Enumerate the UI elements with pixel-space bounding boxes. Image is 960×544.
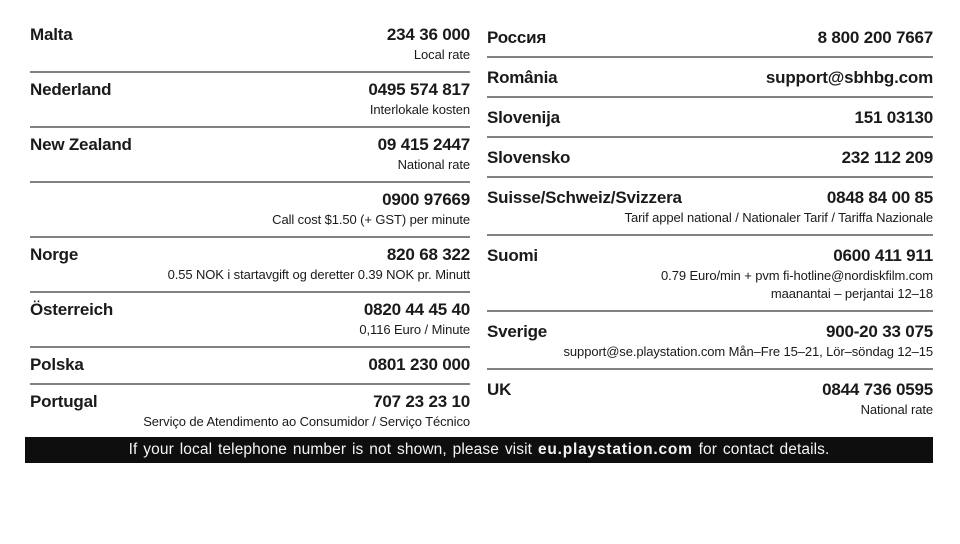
contact-entry (30, 346, 470, 383)
contact-column-left (30, 18, 470, 438)
country-name: Slovensko (487, 148, 571, 167)
contact-entry-head (30, 190, 470, 210)
contact-entry-head (30, 25, 470, 45)
country-name: România (487, 68, 558, 87)
contact-entry-head (30, 245, 470, 265)
footer-text-post: for contact details. (692, 441, 830, 458)
contact-number: support@sbhbg.com (765, 68, 933, 87)
rate-note: Interlokale kosten (369, 102, 470, 117)
contact-number: 0848 84 00 85 (826, 188, 933, 207)
contact-column-right (487, 18, 933, 426)
footer-text-pre: If your local telephone number is not shown, please visit (128, 441, 538, 458)
rate-note: support@se.playstation.com Mån–Fre 15–21, Lör–söndag 12–15 (563, 344, 933, 359)
contact-entry-head (487, 28, 933, 48)
country-name: Malta (30, 25, 73, 44)
contact-entry-head (487, 246, 933, 266)
contact-entry (30, 236, 470, 291)
rate-note: 0,116 Euro / Minute (359, 322, 470, 337)
contact-entry (487, 176, 933, 234)
contact-number: 707 23 23 10 (373, 392, 470, 411)
contact-entry (30, 71, 470, 126)
rate-note: Tarif appel national / Nationaler Tarif / Tariffa Nazionale (624, 210, 933, 225)
contact-number: 232 112 209 (841, 148, 933, 167)
contact-entry-head (487, 322, 933, 342)
country-name: Portugal (30, 392, 98, 411)
rate-note: maanantai – perjantai 12–18 (770, 286, 933, 301)
rate-note: National rate (397, 157, 470, 172)
rate-note: 0.79 Euro/min + pvm fi-hotline@nordiskfilm.com (661, 268, 933, 283)
contact-entry-head (30, 392, 470, 412)
country-name: New Zealand (30, 135, 132, 154)
contact-entry-head (30, 355, 470, 375)
contact-entry (487, 234, 933, 310)
contact-entry (487, 368, 933, 426)
rate-note: Call cost $1.50 (+ GST) per minute (272, 212, 470, 227)
contact-number: 234 36 000 (386, 25, 470, 44)
contact-entry (30, 291, 470, 346)
footer-url[interactable]: eu.playstation.com (537, 441, 693, 458)
contact-entry-head (487, 380, 933, 400)
contact-entry (30, 383, 470, 438)
contact-entry-head (487, 108, 933, 128)
contact-entry-head (30, 300, 470, 320)
rate-note: Serviço de Atendimento ao Consumidor / Serviço Técnico (143, 414, 470, 429)
contact-entry (487, 56, 933, 96)
country-name: Россия (487, 28, 547, 47)
country-name: Österreich (30, 300, 114, 319)
contact-number: 900-20 33 075 (825, 322, 933, 341)
rate-note: National rate (860, 402, 933, 417)
footer-bar (25, 437, 933, 463)
country-name: Suomi (487, 246, 538, 265)
contact-entry (30, 181, 470, 236)
contact-entry-head (487, 68, 933, 88)
contact-number: 09 415 2447 (377, 135, 470, 154)
country-name: Polska (30, 355, 84, 374)
contact-entry (487, 96, 933, 136)
country-name: UK (487, 380, 512, 399)
contact-entry-head (30, 135, 470, 155)
contact-number: 0900 97669 (382, 190, 470, 209)
rate-note: Local rate (413, 47, 470, 62)
contact-number: 0820 44 45 40 (363, 300, 470, 319)
contact-number: 151 03130 (854, 108, 933, 127)
contact-entry (487, 136, 933, 176)
country-name: Slovenija (487, 108, 560, 127)
rate-note: 0.55 NOK i startavgift og deretter 0.39 NOK pr. Minutt (167, 267, 470, 282)
contact-entry-head (30, 80, 470, 100)
contact-number: 820 68 322 (386, 245, 470, 264)
country-name: Nederland (30, 80, 112, 99)
contact-entry-head (487, 188, 933, 208)
contact-entry (30, 18, 470, 71)
contact-entry (487, 18, 933, 56)
contact-number: 8 800 200 7667 (817, 28, 933, 47)
country-name: Suisse/Schweiz/Svizzera (487, 188, 682, 207)
country-name: Sverige (487, 322, 548, 341)
contact-number: 0600 411 911 (833, 246, 933, 265)
contact-entry (30, 126, 470, 181)
contact-number: 0801 230 000 (368, 355, 470, 374)
contact-number: 0495 574 817 (368, 80, 470, 99)
contact-number: 0844 736 0595 (822, 380, 933, 399)
contact-entry (487, 310, 933, 368)
contact-entry-head (487, 148, 933, 168)
country-name: Norge (30, 245, 79, 264)
contact-columns (30, 18, 933, 438)
